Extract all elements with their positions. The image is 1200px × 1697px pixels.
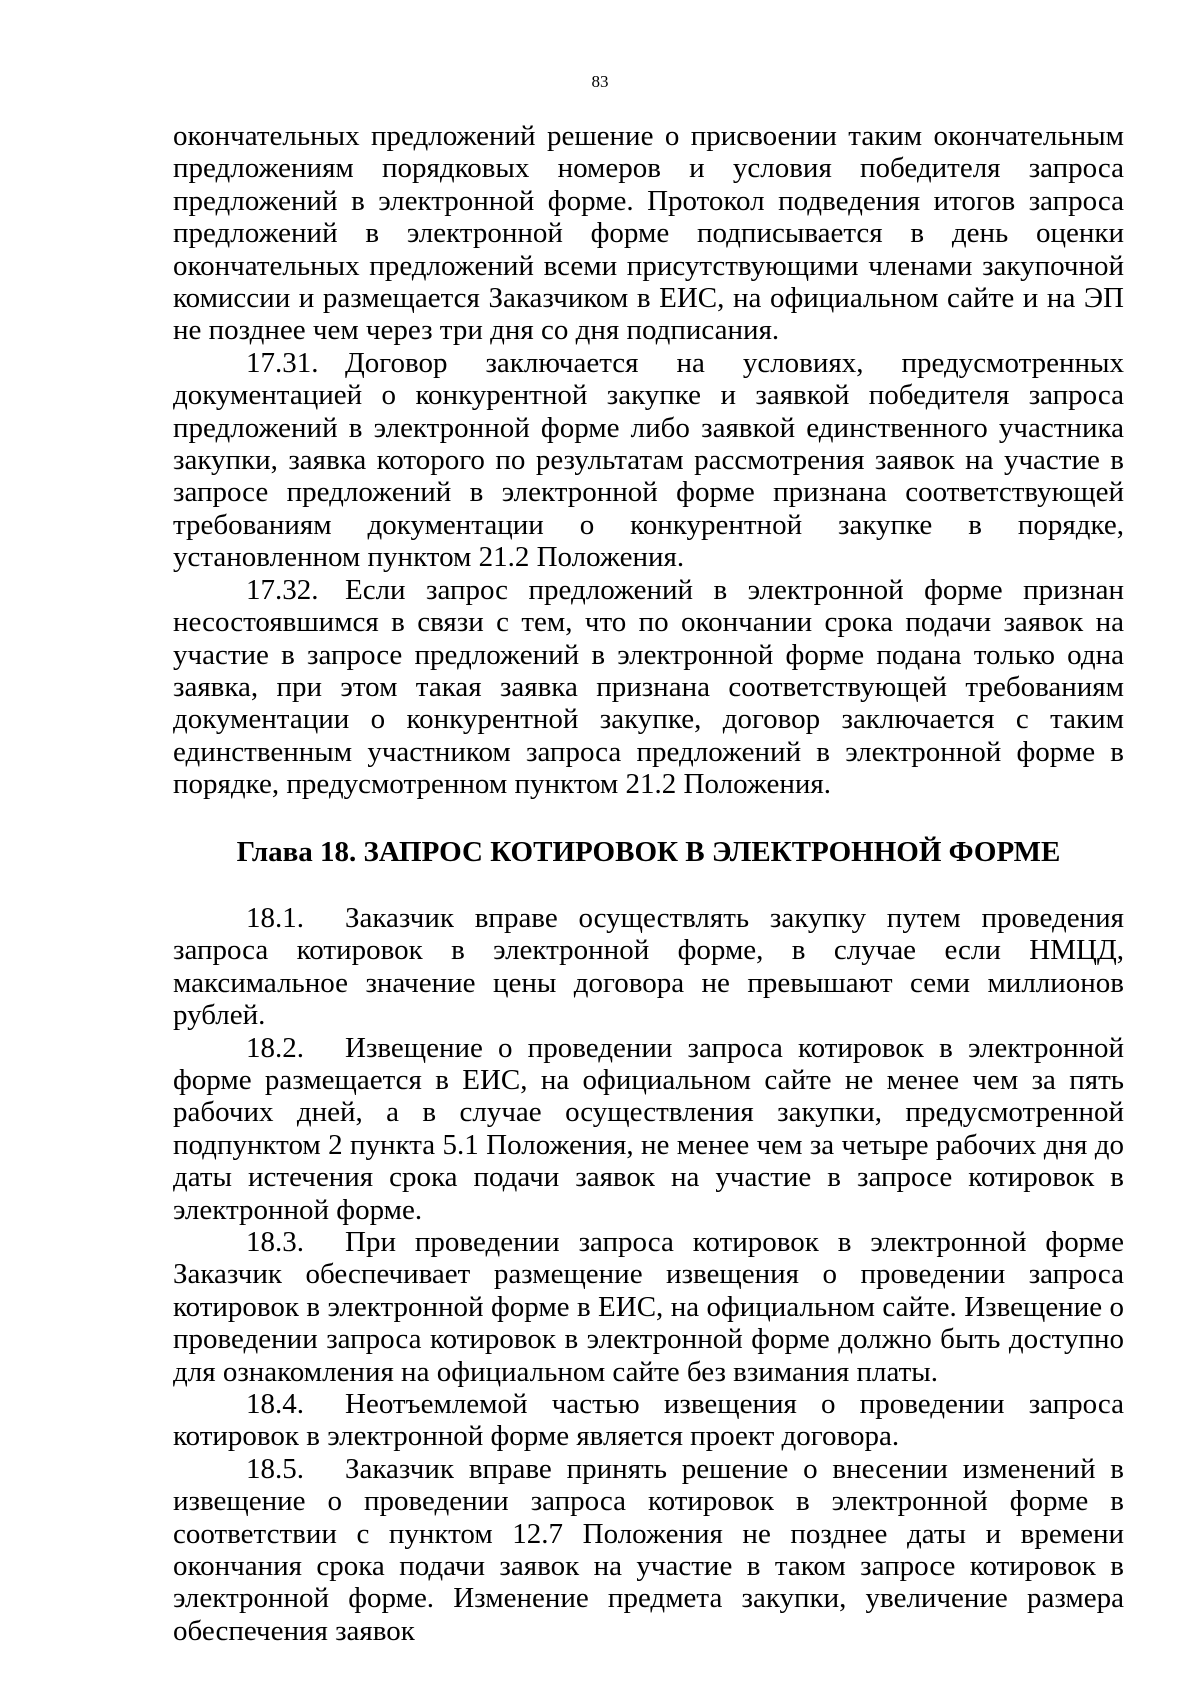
paragraph-18-4 bbox=[173, 1388, 1124, 1453]
paragraph-text: Неотъемлемой частью извещения о проведении запроса котировок в электронной форме является проект договора. bbox=[173, 1388, 1124, 1453]
paragraph-text: При проведении запроса котировок в электронной форме Заказчик обеспечивает размещение извещения о проведении запроса котировок в электронной форме в ЕИС, на официальном сайте. Извещение о проведении запроса котировок в электронной форме должно быть доступно для ознакомления на официальном сайте без взимания платы. bbox=[173, 1226, 1124, 1388]
paragraph-number: 17.31. bbox=[246, 346, 319, 379]
document-body bbox=[173, 120, 1124, 1647]
chapter-title: Глава 18. ЗАПРОС КОТИРОВОК В ЭЛЕКТРОННОЙ ФОРМЕ bbox=[236, 835, 1061, 868]
paragraph-17-32 bbox=[173, 574, 1124, 801]
paragraph-18-5 bbox=[173, 1453, 1124, 1647]
paragraph-18-3 bbox=[173, 1226, 1124, 1388]
paragraph-text: Извещение о проведении запроса котировок в электронной форме размещается в ЕИС, на официальном сайте не менее чем за пять рабочих дней, а в случае осуществления закупки, предусмотренной подпунктом 2 пункта 5.1 Положения, не менее чем за четыре рабочих дня до даты истечения срока подачи заявок на участие в запросе котировок в электронной форме. bbox=[173, 1031, 1124, 1226]
paragraph-text: Если запрос предложений в электронной форме признан несостоявшимся в связи с тем, что по окончании срока подачи заявок на участие в запросе предложений в электронной форме подана только одна заявка, при этом такая заявка признана соответствующей требованиям документации о конкурентной закупке, договор заключается с таким единственным участником запроса предложений в электронной форме в порядке, предусмотренном пунктом 21.2 Положения. bbox=[173, 573, 1124, 801]
page-number: 83 bbox=[591, 72, 609, 91]
paragraph-number: 18.2. bbox=[246, 1031, 304, 1064]
paragraph-17-31 bbox=[173, 347, 1124, 574]
paragraph-number: 18.3. bbox=[246, 1226, 304, 1258]
paragraph-number: 18.1. bbox=[246, 901, 304, 934]
paragraph-text: Договор заключается на условиях, предусмотренных документацией о конкурентной закупке и заявкой победителя запроса предложений в электронной форме либо заявкой единственного участника закупки, заявка которого по результатам рассмотрения заявок на участие в запросе предложений в электронной форме признана соответствующей требованиям документации о конкурентной закупке в порядке, установленном пунктом 21.2 Положения. bbox=[173, 346, 1124, 574]
paragraph-text: Заказчик вправе принять решение о внесении изменений в извещение о проведении запроса котировок в электронной форме в соответствии с пунктом 12.7 Положения не позднее даты и времени окончания срока подачи заявок на участие в таком запросе котировок в электронной форме. Изменение предмета закупки, увеличение размера обеспечения заявок bbox=[173, 1452, 1124, 1647]
paragraph-text: окончательных предложений решение о присвоении таким окончательным предложениям порядковых номеров и условия победителя запроса предложений в электронной форме. Протокол подведения итогов запроса предложений в электронной форме подписывается в день оценки окончательных предложений всеми присутствующими членами закупочной комиссии и размещается Заказчиком в ЕИС, на официальном сайте и на ЭП не позднее чем через три дня со дня подписания. bbox=[173, 120, 1124, 347]
paragraph-number: 18.5. bbox=[246, 1452, 304, 1485]
paragraph-18-1 bbox=[173, 902, 1124, 1032]
paragraph-number: 17.32. bbox=[246, 573, 319, 606]
paragraph-number: 18.4. bbox=[246, 1388, 304, 1421]
paragraph-text: Заказчик вправе осуществлять закупку путем проведения запроса котировок в электронной форме, в случае если НМЦД, максимальное значение цены договора не превышают семи миллионов рублей. bbox=[173, 901, 1124, 1032]
paragraph-18-2 bbox=[173, 1032, 1124, 1226]
paragraph-continuation bbox=[173, 120, 1124, 347]
